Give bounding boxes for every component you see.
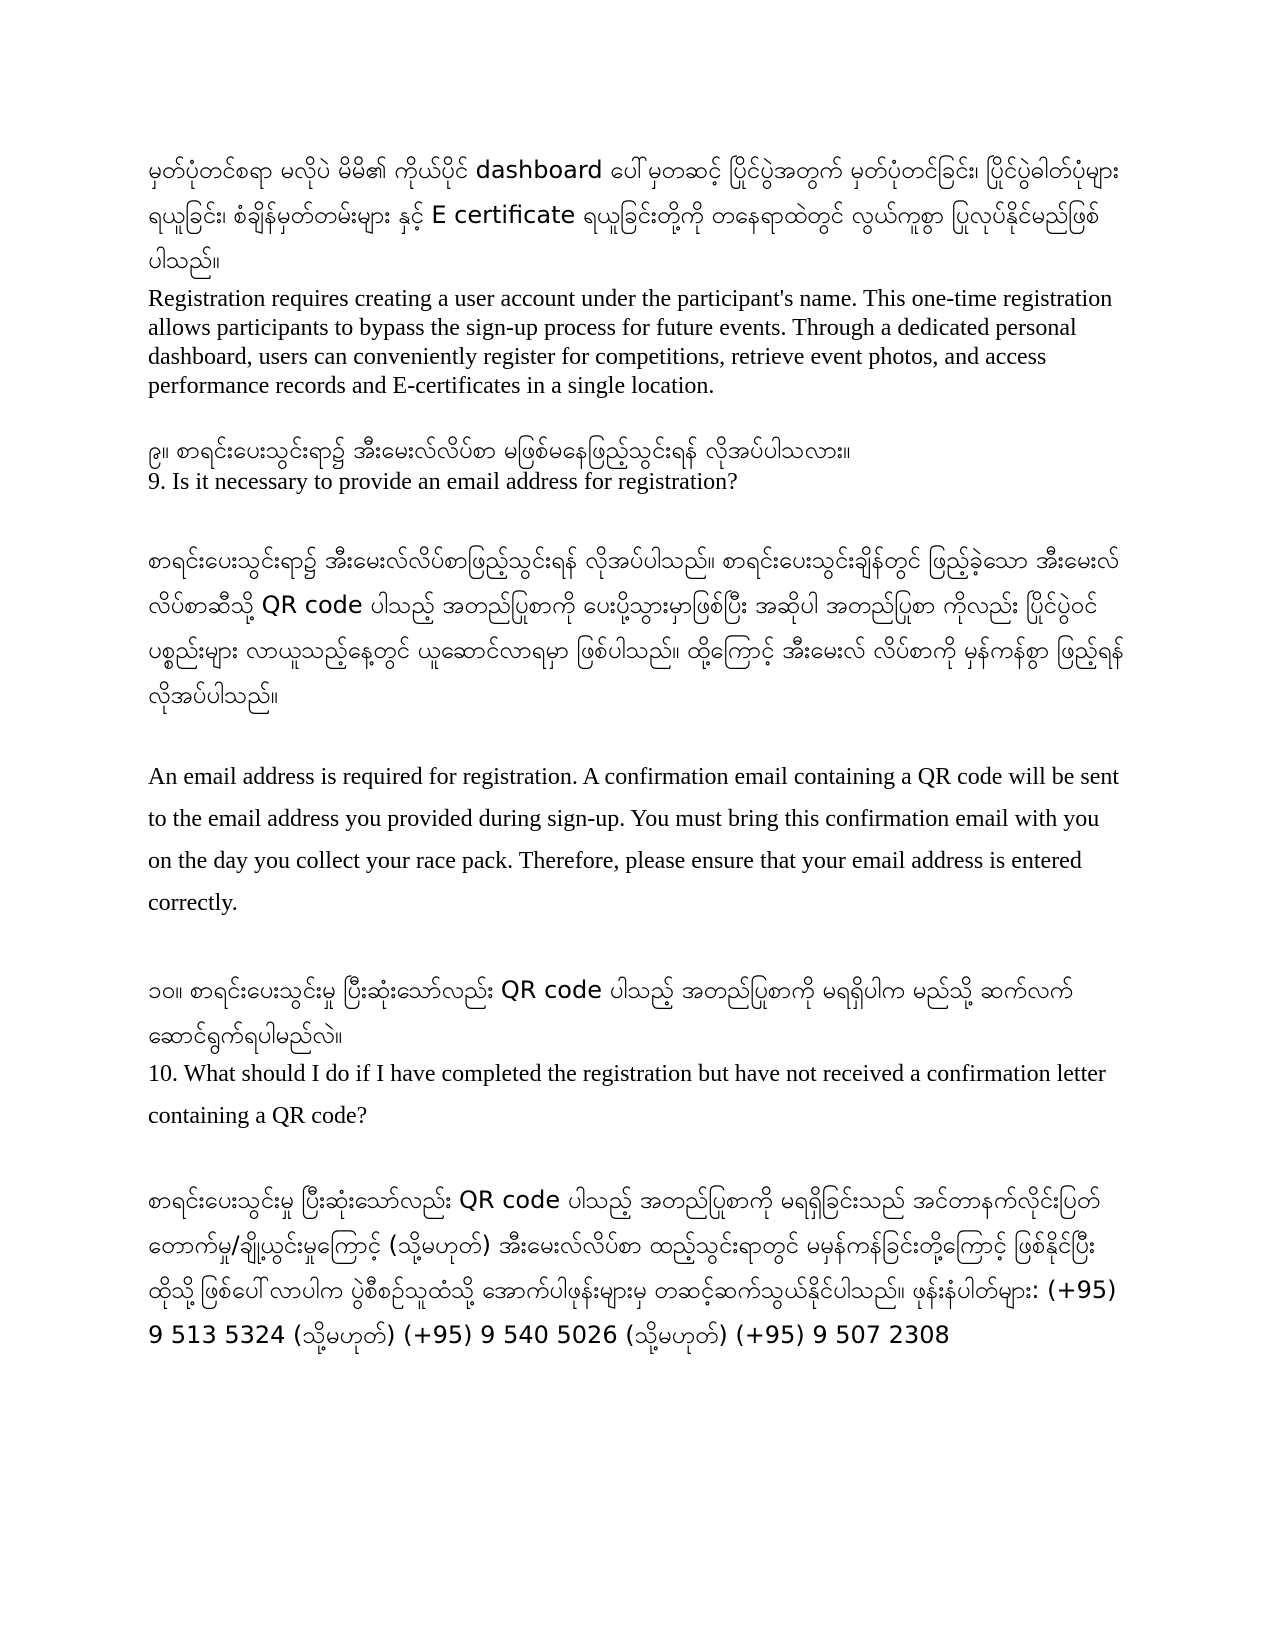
paragraph-dashboard-myanmar: မှတ်ပုံတင်စရာ မလိုပဲ မိမိ၏ ကိုယ်ပိုင် dashboard ပေါ်မှတဆင့် ပြိုင်ပွဲအတွက် မှတ်ပုံတင်ခြင်း၊ ပြိုင်ပွဲဓါတ်ပုံများရယူခြင်း၊ စံချိန်မှတ်တမ်းများ နှင့် E certificate ရယူခြင်းတို့ကို တနေရာထဲတွင် လွယ်ကူစွာ ပြုလုပ်နိုင်မည်ဖြစ်ပါသည်။	[148, 156, 1119, 274]
answer-9-english: An email address is required for registration. A confirmation email containing a QR code will be sent to the email address you provided during sign-up. You must bring this confirmation email with you on the day you collect your race pack. Therefore, please ensure that your email address is entered correctly.	[148, 764, 1120, 916]
answer-10-myanmar: စာရင်းပေးသွင်းမှု ပြီးဆုံးသော်လည်း QR code ပါသည့် အတည်ပြုစာကို မရရှိခြင်းသည် အင်တာနက်လိုင်းပြတ်တောက်မှု/ချို့ယွင်းမှုကြောင့် (သို့မဟုတ်) အီးမေးလ်လိပ်စာ ထည့်သွင်းရာတွင် မမှန်ကန်ခြင်းတို့ကြောင့် ဖြစ်နိုင်ပြီး ထိုသို့ဖြစ်ပေါ်လာပါက ပွဲစီစဉ်သူထံသို့ အောက်ပါဖုန်းများမှ တဆင့်ဆက်သွယ်နိုင်ပါသည်။ ဖုန်းနံပါတ်များ: (+95) 9 513 5324 (သို့မဟုတ်) (+95) 9 540 5026 (သို့မဟုတ်) (+95) 9 507 2308	[148, 1186, 1117, 1349]
answer-9-myanmar: စာရင်းပေးသွင်းရာ၌ အီးမေးလ်လိပ်စာဖြည့်သွင်းရန် လိုအပ်ပါသည်။ စာရင်းပေးသွင်းချိန်တွင် ဖြည့်ခဲ့သော အီးမေးလ်လိပ်စာဆီသို့ QR code ပါသည့် အတည်ပြုစာကို ပေးပို့သွားမှာဖြစ်ပြီး အဆိုပါ အတည်ပြုစာ ကိုလည်း ပြိုင်ပွဲဝင်ပစ္စည်းများ လာယူသည့်နေ့တွင် ယူဆောင်လာရမှာ ဖြစ်ပါသည်။ ထို့ကြောင့် အီးမေးလ် လိပ်စာကို မှန်ကန်စွာ ဖြည့်ရန် လိုအပ်ပါသည်။	[148, 546, 1124, 709]
question-9-myanmar: ၉။ စာရင်းပေးသွင်းရာ၌ အီးမေးလ်လိပ်စာ မဖြစ်မနေဖြည့်သွင်းရန် လိုအပ်ပါသလား။	[148, 436, 851, 464]
question-9-english: 9. Is it necessary to provide an email address for registration?	[148, 469, 738, 495]
question-10-myanmar: ၁၀။ စာရင်းပေးသွင်းမှု ပြီးဆုံးသော်လည်း QR code ပါသည့် အတည်ပြုစာကို မရရှိပါက မည်သို့ ဆက်လက် ဆောင်ရွက်ရပါမည်လဲ။	[148, 976, 1073, 1049]
paragraph-dashboard-english: Registration requires creating a user account under the participant's name. This one-time registration allows participants to bypass the sign-up process for future events. Through a dedicated personal dashboard, users can conveniently register for competitions, retrieve event photos, and access performance records and E-certificates in a single location.	[148, 286, 1113, 399]
question-10-english: 10. What should I do if I have completed the registration but have not received a confirmation letter containing a QR code?	[148, 1061, 1106, 1129]
